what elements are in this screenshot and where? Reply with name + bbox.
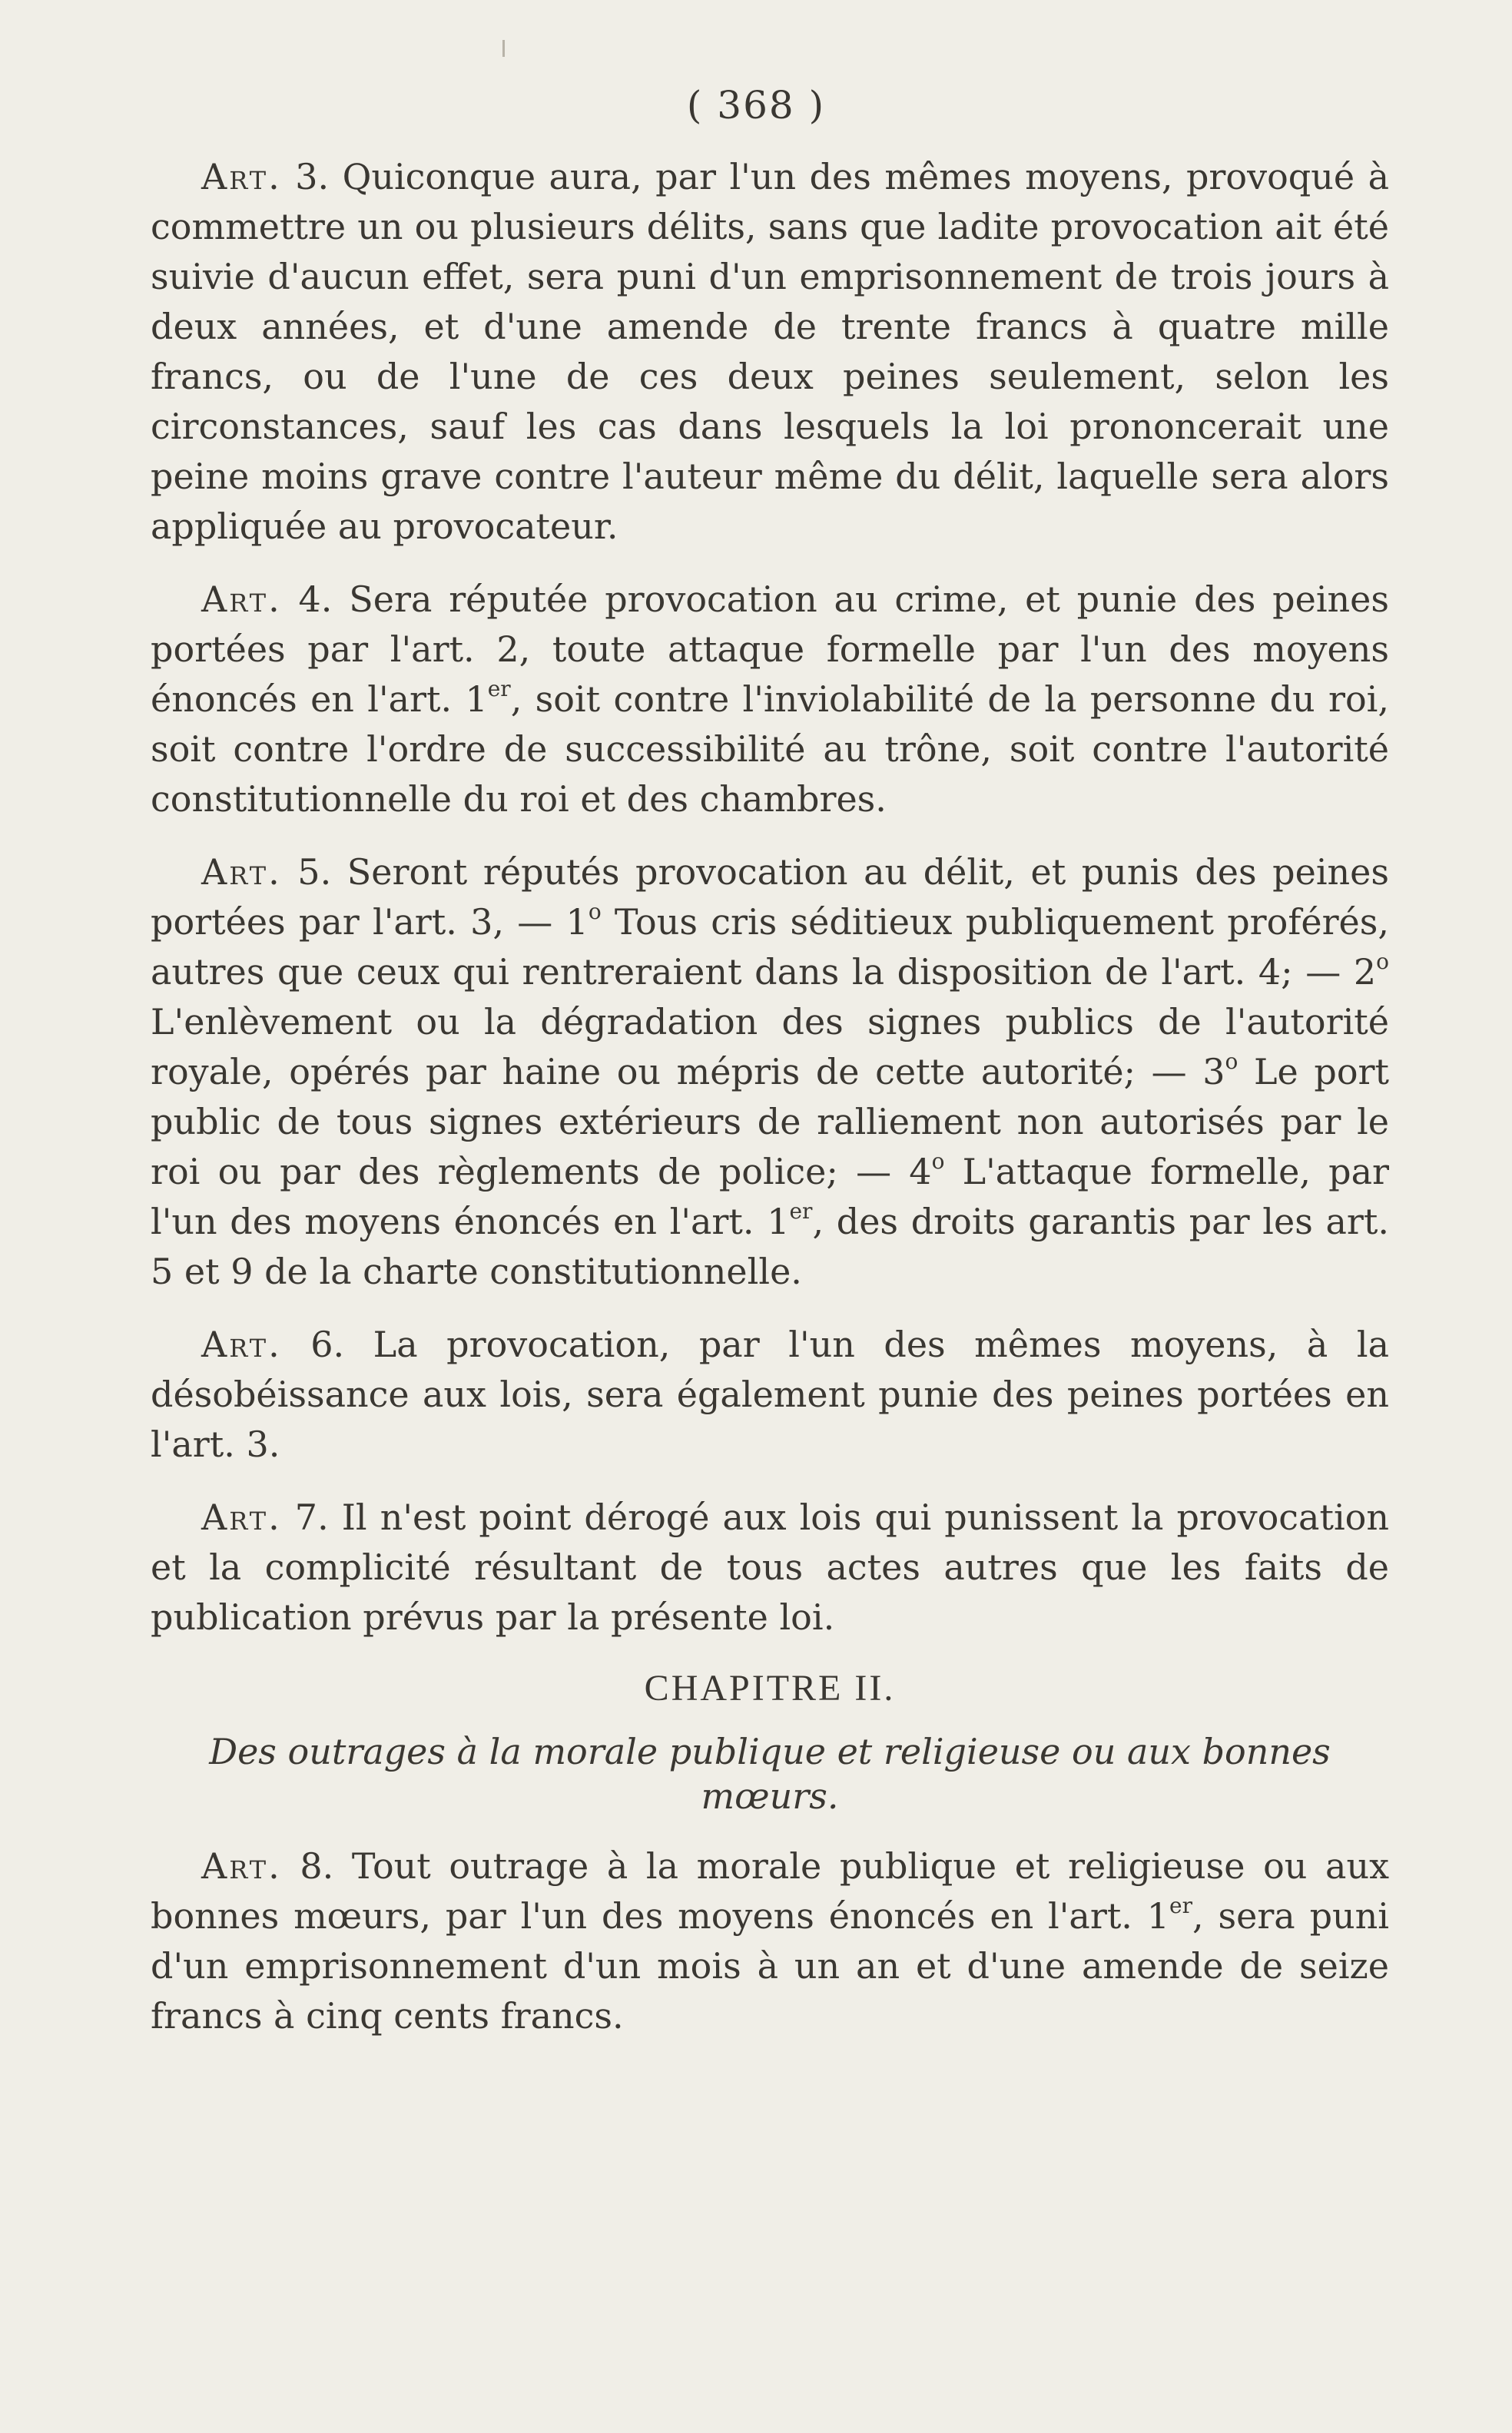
superscript: er [1169, 1893, 1193, 1918]
superscript: er [487, 676, 511, 701]
article-label: Art. [201, 1497, 282, 1538]
article-text: , soit contre l'inviolabilité de la personne du roi, soit contre l'ordre de successibilité au trône, soit contre l'autorité constitutionnelle du roi et des chambres. [151, 678, 1389, 820]
article-4 [151, 575, 1389, 824]
article-8 [151, 1841, 1389, 2041]
article-text: Quiconque aura, par l'un des mêmes moyens, provoqué à commettre un ou plusieurs délits, sans que ladite provocation ait été suivie d'aucun effet, sera puni d'un emprisonnement de trois jours à deux années, et d'une amende de trente francs à quatre mille francs, ou de l'une de ces deux peines seulement, selon les circonstances, sauf les cas dans lesquels la loi prononcerait une peine moins grave contre l'auteur même du délit, laquelle sera alors appliquée au provocateur. [151, 156, 1390, 547]
scan-mark [502, 40, 505, 57]
article-number: 4. [298, 578, 333, 620]
article-text: La provocation, par l'un des mêmes moyens, à la désobéissance aux lois, sera également punie des peines portées en l'art. 3. [151, 1324, 1389, 1465]
article-label: Art. [201, 1324, 282, 1365]
article-3 [151, 152, 1389, 552]
article-7 [151, 1493, 1389, 1642]
article-text: L'enlèvement ou la dégradation des signes publics de l'autorité royale, opérés par haine ou mépris de cette autorité; — 3 [151, 1001, 1389, 1092]
article-label: Art. [201, 851, 282, 893]
article-text: Le port public de tous signes extérieurs de ralliement non autorisés par le roi ou par des règlements de police; — 4 [151, 1051, 1389, 1192]
article-text: , sera puni d'un emprisonnement d'un mois à un an et d'une amende de seize francs à cinq cents francs. [151, 1895, 1389, 2037]
superscript: o [588, 899, 602, 924]
superscript: er [789, 1198, 813, 1224]
article-text: Il n'est point dérogé aux lois qui punissent la provocation et la complicité résultant de tous actes autres que les faits de publication prévus par la présente loi. [151, 1497, 1389, 1638]
article-text: Sera réputée provocation au crime, et punie des peines portées par l'art. 2, toute attaque formelle par l'un des moyens énoncés en l'art. 1 [151, 578, 1389, 720]
article-text: Seront réputés provocation au délit, et punis des peines portées par l'art. 3, — 1 [151, 851, 1390, 943]
superscript: o [1376, 949, 1389, 974]
article-text: Tous cris séditieux publiquement proférés, autres que ceux qui rentreraient dans la disposition de l'art. 4; — 2 [151, 901, 1390, 993]
article-number: 6. [310, 1324, 345, 1365]
article-label: Art. [201, 578, 282, 620]
article-number: 3. [295, 156, 330, 197]
page-number: ( 368 ) [686, 83, 826, 128]
chapter-heading: CHAPITRE II. [644, 1668, 896, 1709]
chapter-subtitle: Des outrages à la morale publique et religieuse ou aux bonnes mœurs. [209, 1731, 1331, 1817]
superscript: o [931, 1149, 945, 1174]
body-text [151, 152, 1389, 2064]
article-text: , des droits garantis par les art. 5 et 9 de la charte constitutionnelle. [151, 1201, 1389, 1292]
article-6 [151, 1320, 1389, 1470]
article-number: 5. [297, 851, 332, 893]
article-number: 7. [294, 1497, 329, 1538]
article-number: 8. [300, 1845, 334, 1887]
article-5 [151, 847, 1389, 1297]
superscript: o [1225, 1049, 1238, 1074]
article-label: Art. [201, 156, 282, 197]
article-text: Tout outrage à la morale publique et religieuse ou aux bonnes mœurs, par l'un des moyens énoncés en l'art. 1 [151, 1845, 1390, 1937]
article-text: L'attaque formelle, par l'un des moyens énoncés en l'art. 1 [151, 1151, 1389, 1242]
article-label: Art. [201, 1845, 282, 1887]
